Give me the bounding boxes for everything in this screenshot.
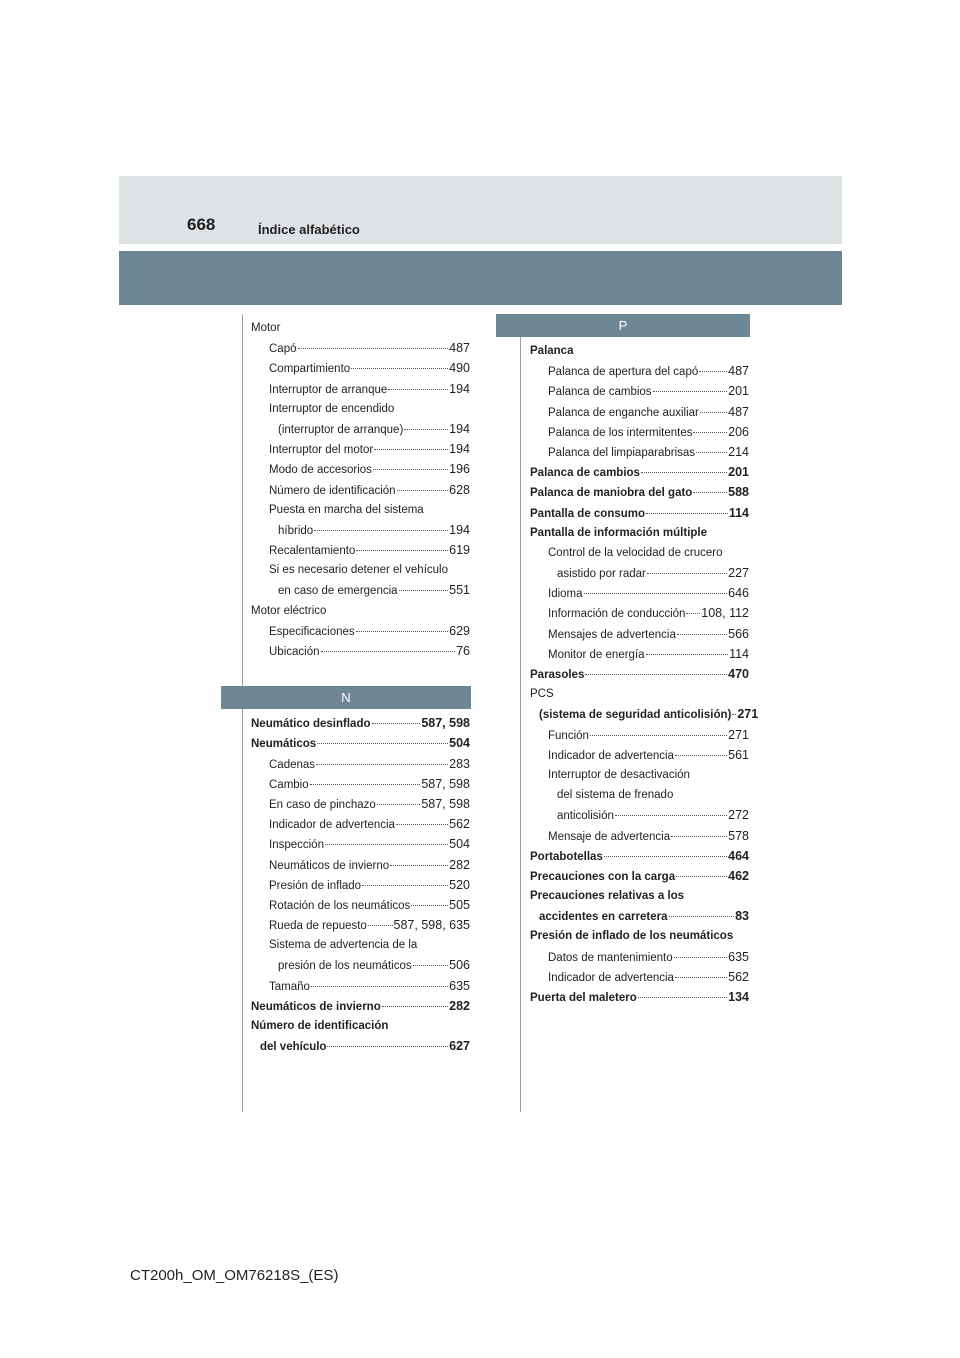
entry-term: Parasoles	[530, 669, 585, 681]
dot-leader	[396, 824, 448, 825]
index-entry	[530, 462, 749, 482]
index-entry	[251, 399, 470, 419]
entry-term: Interruptor de arranque	[269, 383, 388, 396]
entry-page-ref[interactable]: 487	[728, 404, 749, 419]
dot-leader	[298, 348, 449, 349]
index-entry	[251, 621, 470, 641]
entry-term: Pantalla de consumo	[530, 507, 646, 520]
index-entry	[251, 774, 470, 794]
page-number: 668	[187, 215, 216, 234]
entry-page-ref[interactable]: 464	[728, 848, 749, 863]
entry-term: Monitor de energía	[548, 648, 645, 661]
index-entry	[530, 482, 749, 502]
index-entry	[530, 826, 749, 846]
entry-page-ref[interactable]: 76	[456, 644, 470, 658]
entry-term: accidentes en carretera	[539, 911, 668, 924]
entry-page-ref[interactable]: 505	[449, 897, 470, 912]
entry-term: Cambio	[269, 778, 309, 791]
dot-leader	[699, 371, 727, 372]
index-entry	[530, 644, 749, 664]
entry-term: Palanca de los intermitentes	[548, 426, 693, 439]
dot-leader	[316, 764, 448, 765]
entry-page-ref[interactable]: 628	[449, 482, 470, 497]
index-entry	[530, 846, 749, 866]
index-entry	[530, 442, 749, 462]
dot-leader	[700, 412, 727, 413]
dot-leader	[397, 490, 449, 491]
index-entry	[251, 419, 470, 439]
entry-page-ref[interactable]: 646	[728, 586, 749, 601]
index-entry	[530, 503, 749, 523]
index-entry	[530, 926, 749, 946]
index-group-n	[251, 713, 470, 1056]
entry-page-ref[interactable]: 134	[728, 990, 749, 1004]
dot-leader	[615, 815, 727, 816]
dot-leader	[677, 634, 727, 635]
entry-term: Recalentamiento	[269, 545, 356, 558]
index-entry	[530, 866, 749, 886]
entry-term: Mensajes de advertencia	[548, 628, 676, 641]
entry-term: Indicador de advertencia	[548, 971, 674, 984]
entry-term: Indicador de advertencia	[269, 819, 395, 832]
document-code: CT200h_OM_OM76218S_(ES)	[130, 1267, 339, 1284]
entry-page-ref[interactable]: 462	[728, 868, 749, 883]
entry-page-ref[interactable]: 282	[449, 998, 470, 1013]
entry-term: Mensaje de advertencia	[548, 830, 671, 843]
entry-page-ref[interactable]: 271	[728, 727, 749, 742]
dot-leader	[674, 957, 727, 958]
index-entry	[530, 341, 749, 361]
index-entry	[251, 540, 470, 560]
entry-term: Neumáticos de invierno	[251, 1000, 381, 1013]
entry-term: Modo de accesorios	[269, 464, 372, 477]
dot-leader	[671, 836, 727, 837]
entry-term: Idioma	[548, 588, 583, 601]
index-entry	[251, 480, 470, 500]
entry-term: Puerta del maletero	[530, 992, 637, 1004]
entry-term: (sistema de seguridad anticolisión)	[539, 709, 732, 722]
entry-page-ref[interactable]: 283	[449, 756, 470, 771]
index-entry	[530, 361, 749, 381]
entry-page-ref[interactable]: 588	[728, 485, 749, 500]
entry-term: Rotación de los neumáticos	[269, 899, 411, 912]
dot-leader	[325, 844, 448, 845]
page-title: Índice alfabético	[258, 222, 360, 237]
entry-term: (interruptor de arranque)	[278, 423, 404, 436]
entry-term: Tamaño	[269, 980, 310, 993]
index-entry	[251, 935, 470, 955]
dot-leader	[311, 986, 448, 987]
entry-page-ref[interactable]: 587, 598	[421, 776, 470, 791]
index-entry	[530, 906, 749, 926]
index-entry	[251, 641, 470, 661]
index-entry	[530, 704, 759, 724]
entry-term: del sistema de frenado	[557, 789, 674, 802]
entry-term: Portabotellas	[530, 850, 603, 863]
index-entry	[530, 583, 749, 603]
header-band	[119, 251, 842, 305]
dot-leader	[356, 550, 448, 551]
dot-leader	[327, 1046, 448, 1047]
dot-leader	[604, 856, 727, 857]
index-entry	[251, 500, 470, 520]
entry-page-ref[interactable]: 83	[735, 909, 749, 924]
index-entry	[251, 875, 470, 895]
entry-page-ref[interactable]: 196	[449, 462, 470, 477]
dot-leader	[374, 449, 448, 450]
dot-leader	[368, 925, 393, 926]
index-entry	[251, 560, 470, 580]
entry-page-ref[interactable]: 194	[449, 381, 470, 396]
dot-leader	[675, 977, 727, 978]
entry-term: Sistema de advertencia de la	[269, 939, 418, 952]
index-entry	[251, 955, 470, 975]
index-entry	[530, 725, 749, 745]
dot-leader	[382, 1006, 448, 1007]
index-entry	[530, 886, 749, 906]
dot-leader	[693, 432, 727, 433]
entry-page-ref[interactable]: 114	[729, 646, 749, 661]
entry-term: Si es necesario detener el vehículo	[269, 564, 448, 577]
dot-leader	[413, 965, 449, 966]
index-group-m	[251, 318, 470, 661]
entry-term: Control de la velocidad de crucero	[548, 546, 723, 559]
index-entry	[251, 520, 470, 540]
index-entry	[251, 895, 470, 915]
entry-page-ref[interactable]: 194	[449, 442, 470, 457]
dot-leader	[653, 391, 728, 392]
index-entry	[530, 381, 749, 401]
index-entry	[251, 459, 470, 479]
dot-leader	[647, 573, 727, 574]
entry-page-ref[interactable]: 227	[728, 566, 749, 581]
index-entry	[530, 402, 749, 422]
entry-term: Palanca del limpiaparabrisas	[548, 446, 696, 459]
entry-page-ref[interactable]: 587, 598, 635	[393, 918, 470, 933]
entry-page-ref[interactable]: 487	[728, 364, 749, 379]
index-entry	[251, 733, 470, 753]
dot-leader	[646, 513, 728, 514]
index-entry	[251, 915, 470, 935]
dot-leader	[317, 743, 448, 744]
dot-leader	[390, 865, 448, 866]
entry-term: Puesta en marcha del sistema	[269, 503, 424, 516]
index-entry	[530, 664, 749, 684]
index-entry	[530, 967, 749, 987]
entry-page-ref[interactable]: 627	[449, 1039, 470, 1054]
entry-term: Interruptor de desactivación	[548, 768, 690, 781]
index-entry	[251, 439, 470, 459]
column-divider-right	[520, 314, 521, 1112]
entry-page-ref[interactable]: 520	[449, 877, 470, 892]
entry-term: En caso de pinchazo	[269, 798, 376, 811]
index-entry	[251, 358, 470, 378]
header-bar	[119, 176, 842, 244]
index-entry	[251, 1016, 470, 1036]
entry-term: Cadenas	[269, 758, 316, 771]
section-band-n: N	[221, 686, 471, 709]
index-entry	[251, 601, 470, 621]
column-divider-left	[242, 314, 243, 1112]
index-entry	[251, 754, 470, 774]
dot-leader	[590, 735, 727, 736]
dot-leader	[377, 804, 421, 805]
dot-leader	[373, 469, 448, 470]
index-entry	[530, 624, 749, 644]
dot-leader	[646, 654, 729, 655]
entry-term: en caso de emergencia	[278, 585, 398, 598]
entry-page-ref[interactable]: 635	[449, 978, 470, 993]
dot-leader	[314, 530, 448, 531]
entry-page-ref[interactable]: 214	[728, 444, 749, 459]
entry-term: Inspección	[269, 839, 324, 852]
entry-term: Número de identificación	[251, 1020, 389, 1032]
entry-term: Palanca	[530, 345, 574, 357]
spacer	[251, 661, 470, 686]
dot-leader	[641, 472, 727, 473]
index-entry	[251, 794, 470, 814]
dot-leader	[638, 997, 727, 998]
entry-page-ref[interactable]: 562	[728, 969, 749, 984]
index-entry	[251, 1036, 470, 1056]
entry-term: Palanca de cambios	[548, 386, 652, 399]
index-entry	[530, 805, 749, 825]
entry-page-ref[interactable]: 201	[728, 384, 749, 399]
index-entry	[251, 996, 470, 1016]
dot-leader	[411, 905, 448, 906]
entry-term: Número de identificación	[269, 484, 396, 497]
entry-term: Palanca de enganche auxiliar	[548, 406, 699, 419]
entry-page-ref[interactable]: 108, 112	[701, 606, 749, 621]
entry-term: PCS	[530, 688, 554, 701]
entry-page-ref[interactable]: 619	[449, 543, 470, 558]
entry-term: Precauciones relativas a los	[530, 890, 685, 903]
index-entry	[251, 713, 470, 733]
index-entry	[530, 603, 749, 623]
index-entry	[251, 976, 470, 996]
index-entry	[530, 543, 749, 563]
dot-leader	[321, 651, 456, 652]
index-entry	[530, 563, 749, 583]
dot-leader	[351, 368, 448, 369]
entry-page-ref[interactable]: 487	[449, 341, 470, 356]
index-entry	[251, 318, 470, 338]
entry-term: Capó	[269, 343, 297, 356]
dot-leader	[675, 755, 727, 756]
entry-term: asistido por radar	[557, 568, 646, 581]
entry-term: Interruptor del motor	[269, 444, 374, 457]
entry-page-ref[interactable]: 506	[449, 958, 470, 973]
index-entry	[251, 855, 470, 875]
index-entry	[251, 338, 470, 358]
entry-term: Neumático desinflado	[251, 718, 371, 731]
index-entry	[530, 765, 749, 785]
entry-term: Rueda de repuesto	[269, 920, 367, 933]
index-entry	[530, 947, 749, 967]
entry-page-ref[interactable]: 587, 598	[421, 716, 470, 731]
entry-term: Neumáticos de invierno	[269, 859, 390, 872]
entry-term: Palanca de cambios	[530, 467, 640, 480]
index-entry	[530, 422, 749, 442]
entry-term: Datos de mantenimiento	[548, 951, 673, 964]
entry-term: Interruptor de encendido	[269, 402, 395, 415]
index-entry	[530, 684, 749, 704]
section-band-p: P	[496, 314, 750, 337]
dot-leader	[404, 429, 448, 430]
dot-leader	[696, 452, 727, 453]
entry-page-ref[interactable]: 562	[449, 817, 470, 832]
entry-term: Neumáticos	[251, 738, 317, 751]
index-entry	[251, 834, 470, 854]
entry-page-ref[interactable]: 490	[449, 361, 470, 376]
index-column-right	[530, 314, 759, 1007]
entry-page-ref[interactable]: 114	[728, 505, 749, 520]
entry-term: Especificaciones	[269, 625, 355, 638]
dot-leader	[585, 674, 727, 675]
index-entry	[530, 987, 749, 1007]
entry-term: anticolisión	[557, 810, 614, 823]
entry-term: Presión de inflado	[269, 879, 362, 892]
entry-term: Indicador de advertencia	[548, 749, 674, 762]
index-entry	[530, 785, 749, 805]
entry-page-ref[interactable]: 504	[449, 736, 470, 751]
entry-page-ref[interactable]: 629	[449, 623, 470, 638]
dot-leader	[686, 613, 700, 614]
entry-term: Compartimiento	[269, 363, 351, 376]
entry-term: Presión de inflado de los neumáticos	[530, 930, 734, 943]
entry-term: Función	[548, 729, 589, 742]
index-entry	[251, 379, 470, 399]
entry-page-ref[interactable]: 635	[728, 949, 749, 964]
entry-term: híbrido	[278, 524, 314, 537]
dot-leader	[676, 876, 727, 877]
dot-leader	[362, 885, 448, 886]
entry-page-ref[interactable]: 206	[728, 424, 749, 439]
entry-page-ref[interactable]: 578	[728, 828, 749, 843]
entry-page-ref[interactable]: 272	[728, 808, 749, 823]
entry-term: Precauciones con la carga	[530, 870, 676, 883]
entry-term: Motor	[251, 322, 281, 334]
index-group-p	[530, 341, 759, 1007]
entry-page-ref[interactable]: 566	[728, 626, 749, 641]
entry-page-ref[interactable]: 282	[449, 857, 470, 872]
dot-leader	[356, 631, 448, 632]
entry-page-ref[interactable]: 551	[449, 583, 470, 598]
dot-leader	[669, 916, 735, 917]
entry-term: Palanca de apertura del capó	[548, 366, 699, 379]
entry-term: Palanca de maniobra del gato	[530, 487, 693, 500]
dot-leader	[732, 714, 736, 715]
entry-term: Información de conducción	[548, 608, 686, 621]
dot-leader	[310, 784, 421, 785]
entry-page-ref[interactable]: 561	[728, 747, 749, 762]
dot-leader	[399, 590, 449, 591]
entry-term: del vehículo	[260, 1041, 327, 1054]
entry-page-ref[interactable]: 470	[728, 667, 749, 681]
entry-page-ref[interactable]: 271	[737, 707, 759, 722]
index-entry	[251, 580, 470, 600]
index-entry	[530, 523, 749, 543]
entry-term: presión de los neumáticos	[278, 960, 412, 973]
index-entry	[530, 745, 749, 765]
entry-term: Pantalla de información múltiple	[530, 526, 708, 539]
dot-leader	[372, 723, 421, 724]
entry-term: Ubicación	[269, 646, 320, 658]
index-column-left	[251, 318, 470, 1056]
entry-page-ref[interactable]: 504	[449, 837, 470, 852]
entry-page-ref[interactable]: 587, 598	[421, 796, 470, 811]
entry-page-ref[interactable]: 194	[449, 522, 470, 537]
entry-term: Motor eléctrico	[251, 604, 327, 617]
dot-leader	[388, 389, 448, 390]
dot-leader	[693, 492, 727, 493]
index-entry	[251, 814, 470, 834]
entry-page-ref[interactable]: 201	[728, 465, 749, 480]
dot-leader	[584, 593, 728, 594]
entry-page-ref[interactable]: 194	[449, 421, 470, 436]
